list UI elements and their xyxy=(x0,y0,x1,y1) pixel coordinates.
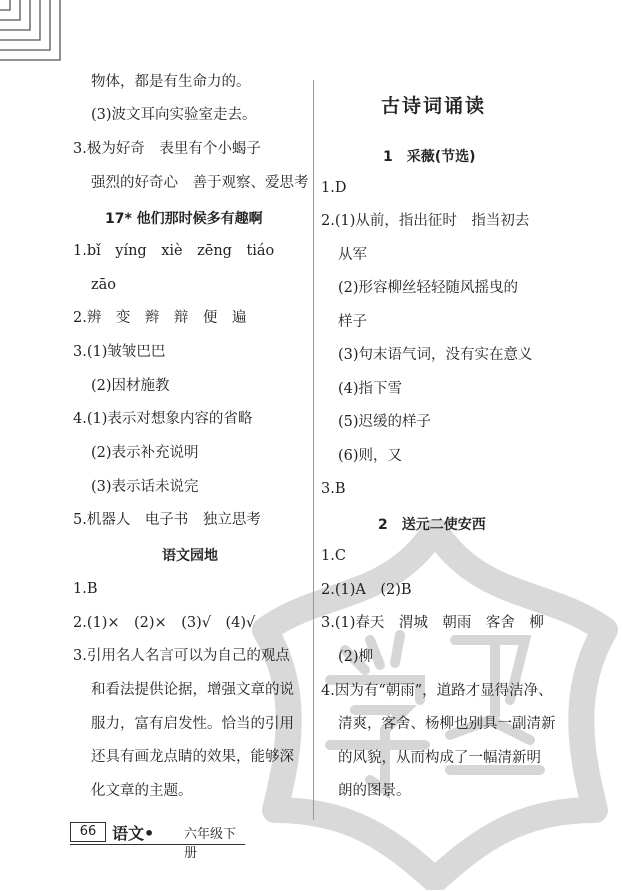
page-footer xyxy=(70,820,245,861)
answer-line: 朗的图景。 xyxy=(338,783,411,799)
answer-line: 4.(1)表示对想象内容的省略 xyxy=(73,411,253,427)
answer-line: (3)表示话未说完 xyxy=(91,479,199,495)
page-number: 66 xyxy=(70,822,106,842)
answer-line: 2.(1)从前，指出征时 指当初去 xyxy=(321,213,530,229)
answer-line: 3.B xyxy=(321,481,346,497)
answer-line: 3.(1)皱皱巴巴 xyxy=(73,344,166,360)
poem-heading-2: 2 送元二使安西 xyxy=(378,517,486,533)
answer-line: 4.因为有“朝雨”，道路才显得洁净、 xyxy=(321,683,553,699)
answer-line: (3)波文耳向实验室走去。 xyxy=(91,107,257,123)
answer-line: 2.(1)A (2)B xyxy=(321,582,412,598)
footer-grade: 六年级下册 xyxy=(184,827,237,861)
corner-decoration xyxy=(0,0,64,64)
answer-line: 1.B xyxy=(73,581,98,597)
answer-line: 1.bǐ yíng xiè zēng tiáo xyxy=(73,243,275,259)
answer-line: 的风貌，从而构成了一幅清新明 xyxy=(338,750,541,766)
answer-line: (2)柳 xyxy=(338,649,374,665)
answer-line: (6)则，又 xyxy=(338,448,403,464)
answer-line: 2.辨 变 辫 辩 便 遍 xyxy=(73,310,247,326)
answer-line: 强烈的好奇心 善于观察、爱思考 xyxy=(91,175,309,191)
answer-line: (4)指下雪 xyxy=(338,381,403,397)
column-divider xyxy=(313,80,314,820)
answer-line: 1.D xyxy=(321,180,347,196)
footer-rule xyxy=(70,844,245,845)
section-title: 古诗词诵读 xyxy=(381,95,487,117)
answer-line: 和看法提供论据，增强文章的说 xyxy=(91,682,294,698)
answer-line: 1.C xyxy=(321,548,346,564)
answer-line: 物体，都是有生命力的。 xyxy=(91,74,251,90)
answer-line: 2.(1)× (2)× (3)√ (4)√ xyxy=(73,615,256,631)
answer-line: (5)迟缓的样子 xyxy=(338,414,432,430)
answer-line: 清爽，客舍、杨柳也别具一副清新 xyxy=(338,716,556,732)
answer-line: 3.(1)春天 渭城 朝雨 客舍 柳 xyxy=(321,615,544,631)
answer-line: (3)句末语气词，没有实在意义 xyxy=(338,347,533,363)
answer-line: 样子 xyxy=(338,314,367,330)
poem-heading-1: 1 采薇(节选) xyxy=(383,149,476,165)
answer-line: (2)表示补充说明 xyxy=(91,445,199,461)
answer-line: 服力，富有启发性。恰当的引用 xyxy=(91,716,294,732)
footer-subject: 语文• xyxy=(112,824,155,843)
section-heading-garden: 语文园地 xyxy=(162,548,218,564)
answer-line: (2)形容柳丝轻轻随风摇曳的 xyxy=(338,280,519,296)
watermark-logo xyxy=(250,520,620,890)
answer-line: zāo xyxy=(91,277,117,293)
answer-line: 3.极为好奇 表里有个小蝎子 xyxy=(73,141,261,157)
answer-line: (2)因材施教 xyxy=(91,378,170,394)
answer-line: 3.引用名人名言可以为自己的观点 xyxy=(73,648,290,664)
section-heading-17: 17* 他们那时候多有趣啊 xyxy=(105,211,263,227)
answer-line: 化文章的主题。 xyxy=(91,783,193,799)
answer-line: 5.机器人 电子书 独立思考 xyxy=(73,512,261,528)
answer-line: 从军 xyxy=(338,247,367,263)
answer-line: 还具有画龙点睛的效果，能够深 xyxy=(91,749,294,765)
